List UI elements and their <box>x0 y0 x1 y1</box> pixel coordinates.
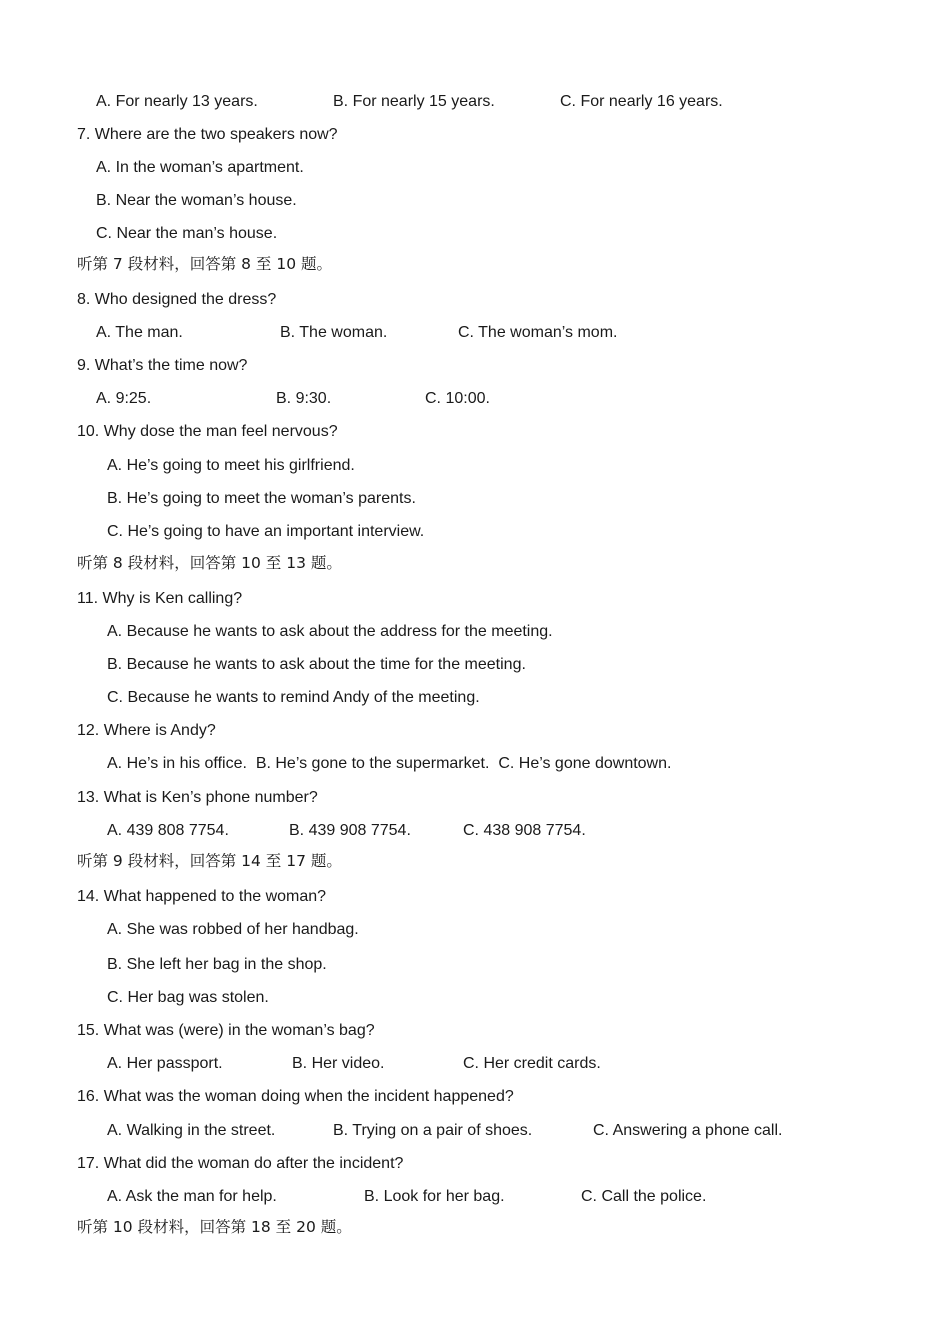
q15-option-a: A. Her passport. <box>107 1055 223 1072</box>
option-a: A. For nearly 13 years. <box>96 93 258 110</box>
q8-option-b: B. The woman. <box>280 324 388 341</box>
question-9: 9. What’s the time now? <box>77 357 248 374</box>
question-12: 12. Where is Andy? <box>77 722 216 739</box>
question-11: 11. Why is Ken calling? <box>77 590 243 607</box>
section-heading-7: 听第 7 段材料，回答第 8 至 10 题。 <box>77 255 333 273</box>
q16-option-a: A. Walking in the street. <box>107 1122 276 1139</box>
q10-option-b: B. He’s going to meet the woman’s parents. <box>107 490 416 507</box>
q15-option-b: B. Her video. <box>292 1055 385 1072</box>
section-heading-8: 听第 8 段材料，回答第 10 至 13 题。 <box>77 554 342 572</box>
q9-option-b: B. 9:30. <box>276 390 332 407</box>
q10-option-a: A. He’s going to meet his girlfriend. <box>107 457 355 474</box>
question-7: 7. Where are the two speakers now? <box>77 126 338 143</box>
q8-option-a: A. The man. <box>96 324 183 341</box>
q10-option-c: C. He’s going to have an important interview. <box>107 523 425 540</box>
question-10: 10. Why dose the man feel nervous? <box>77 423 338 440</box>
q16-option-c: C. Answering a phone call. <box>593 1122 783 1139</box>
q7-option-c: C. Near the man’s house. <box>96 225 278 242</box>
q14-option-a: A. She was robbed of her handbag. <box>107 921 359 938</box>
q11-option-c: C. Because he wants to remind Andy of the meeting. <box>107 689 480 706</box>
section-heading-9: 听第 9 段材料，回答第 14 至 17 题。 <box>77 852 342 870</box>
q7-option-b: B. Near the woman’s house. <box>96 192 297 209</box>
q12-options: A. He’s in his office. B. He’s gone to the supermarket. C. He’s gone downtown. <box>107 755 672 772</box>
q14-option-c: C. Her bag was stolen. <box>107 989 269 1006</box>
option-b: B. For nearly 15 years. <box>333 93 495 110</box>
question-14: 14. What happened to the woman? <box>77 888 327 905</box>
q9-option-c: C. 10:00. <box>425 390 490 407</box>
question-15: 15. What was (were) in the woman’s bag? <box>77 1022 375 1039</box>
q13-option-c: C. 438 908 7754. <box>463 822 586 839</box>
question-8: 8. Who designed the dress? <box>77 291 277 308</box>
q14-option-b: B. She left her bag in the shop. <box>107 956 327 973</box>
section-heading-10: 听第 10 段材料，回答第 18 至 20 题。 <box>77 1218 352 1236</box>
q13-option-b: B. 439 908 7754. <box>289 822 411 839</box>
q17-option-c: C. Call the police. <box>581 1188 707 1205</box>
q7-option-a: A. In the woman’s apartment. <box>96 159 304 176</box>
q8-option-c: C. The woman’s mom. <box>458 324 618 341</box>
q16-option-b: B. Trying on a pair of shoes. <box>333 1122 533 1139</box>
q15-option-c: C. Her credit cards. <box>463 1055 601 1072</box>
q11-option-b: B. Because he wants to ask about the time for the meeting. <box>107 656 526 673</box>
q17-option-b: B. Look for her bag. <box>364 1188 505 1205</box>
option-c: C. For nearly 16 years. <box>560 93 723 110</box>
q17-option-a: A. Ask the man for help. <box>107 1188 277 1205</box>
question-16: 16. What was the woman doing when the incident happened? <box>77 1088 514 1105</box>
question-17: 17. What did the woman do after the incident? <box>77 1155 404 1172</box>
q9-option-a: A. 9:25. <box>96 390 152 407</box>
question-13: 13. What is Ken’s phone number? <box>77 789 318 806</box>
q13-option-a: A. 439 808 7754. <box>107 822 229 839</box>
q11-option-a: A. Because he wants to ask about the address for the meeting. <box>107 623 553 640</box>
